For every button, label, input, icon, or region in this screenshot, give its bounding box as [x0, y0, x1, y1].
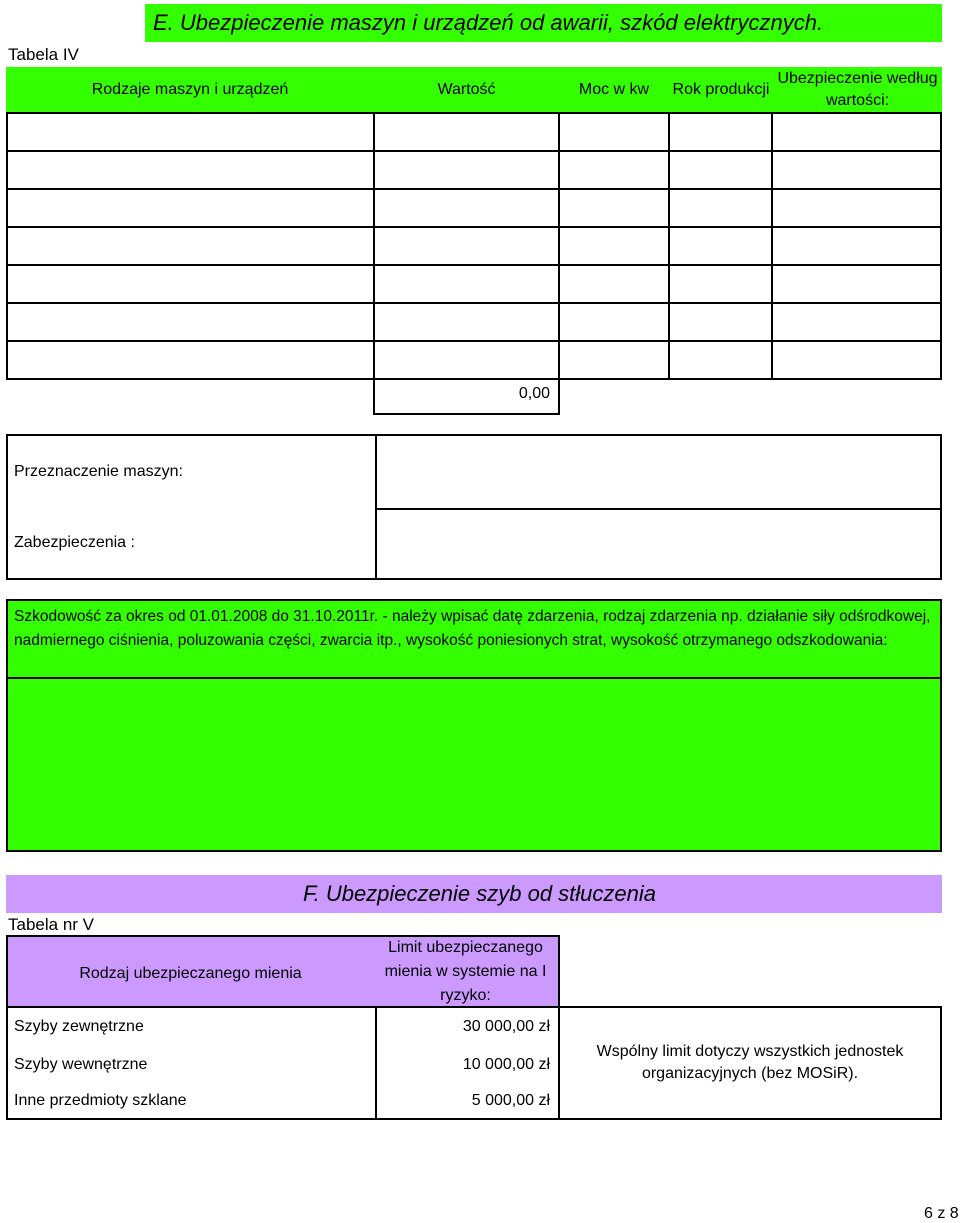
glass-row-limit: 10 000,00 zł — [375, 1046, 558, 1084]
table-cell[interactable] — [374, 303, 559, 341]
section-f-title-bar — [6, 875, 942, 913]
section-e-title: E. Ubezpieczenie maszyn i urządzeń od awarii, szkód elektrycznych. — [153, 10, 824, 35]
table-cell[interactable] — [7, 227, 374, 265]
header-year: Rok produkcji — [672, 80, 770, 98]
table-cell[interactable] — [559, 151, 669, 189]
table-row — [7, 227, 941, 265]
table-cell[interactable] — [7, 189, 374, 227]
table-cell[interactable] — [772, 113, 941, 151]
table-cell[interactable] — [559, 341, 669, 379]
table-cell[interactable] — [7, 341, 374, 379]
table-cell[interactable] — [669, 189, 773, 227]
table-cell[interactable] — [7, 303, 374, 341]
shared-limit-note: Wspólny limit dotyczy wszystkich jednostek organizacyjnych (bez MOSiR). — [558, 1006, 942, 1120]
table-cell[interactable] — [559, 303, 669, 341]
glass-row-name: Inne przedmioty szklane — [14, 1092, 187, 1109]
table-row — [7, 265, 941, 303]
table-row — [7, 113, 941, 151]
table-row — [7, 189, 941, 227]
table-cell[interactable] — [374, 151, 559, 189]
table-cell[interactable] — [559, 265, 669, 303]
table-row — [7, 303, 941, 341]
glass-row-name: Szyby zewnętrzne — [14, 1018, 144, 1035]
purpose-security-block — [6, 434, 942, 580]
section-e-title-bar — [145, 4, 942, 42]
table-cell[interactable] — [772, 189, 941, 227]
table-cell[interactable] — [7, 265, 374, 303]
page-number: 6 z 8 — [924, 1205, 959, 1222]
total-value: 0,00 — [373, 374, 560, 415]
machines-table — [6, 112, 942, 380]
table-cell[interactable] — [772, 303, 941, 341]
table-cell[interactable] — [7, 113, 374, 151]
header-machine-type: Rodzaje maszyn i urządzeń — [91, 80, 289, 98]
table-cell[interactable] — [374, 227, 559, 265]
header-glass-type: Rodzaj ubezpieczanego mienia — [6, 935, 375, 1008]
table-cell[interactable] — [669, 265, 773, 303]
purpose-input[interactable] — [375, 436, 940, 508]
table-cell[interactable] — [772, 265, 941, 303]
table-cell[interactable] — [374, 265, 559, 303]
table-cell[interactable] — [772, 341, 941, 379]
table-cell[interactable] — [7, 151, 374, 189]
table-iv-label: Tabela IV — [8, 45, 79, 64]
glass-table-body — [6, 1006, 560, 1120]
table-cell[interactable] — [772, 227, 941, 265]
table-cell[interactable] — [374, 189, 559, 227]
claims-input-area[interactable] — [6, 677, 942, 852]
table-cell[interactable] — [772, 151, 941, 189]
table-cell[interactable] — [374, 113, 559, 151]
table-cell[interactable] — [669, 227, 773, 265]
section-f-title: F. Ubezpieczenie szyb od stłuczenia — [303, 881, 657, 906]
table-cell[interactable] — [559, 113, 669, 151]
claims-description: Szkodowość za okres od 01.01.2008 do 31.10.2011r. - należy wpisać datę zdarzenia, rodzaj zdarzenia np. działanie siły odśrodkowej, nadmiernego ciśnienia, poluzowania części, zwarcia itp., wysokość poniesionych strat, wysokość otrzymanego odszkodowania: — [6, 599, 942, 679]
security-label: Zabezpieczenia : — [14, 534, 135, 551]
glass-row-limit: 5 000,00 zł — [375, 1084, 558, 1118]
table-cell[interactable] — [559, 227, 669, 265]
table-v-label: Tabela nr V — [8, 915, 94, 934]
table-cell[interactable] — [669, 113, 773, 151]
header-power: Moc w kw — [578, 80, 650, 98]
header-limit: Limit ubezpieczanego mienia w systemie na I ryzyko: — [373, 935, 560, 1008]
glass-row-name: Szyby wewnętrzne — [14, 1056, 148, 1073]
header-insurance: Ubezpieczenie według wartości: — [777, 69, 938, 109]
security-input[interactable] — [375, 508, 940, 578]
table-cell[interactable] — [669, 151, 773, 189]
table-cell[interactable] — [559, 189, 669, 227]
header-value: Wartość — [437, 80, 496, 98]
table-cell[interactable] — [669, 341, 773, 379]
glass-row-limit: 30 000,00 zł — [375, 1008, 558, 1046]
purpose-label: Przeznaczenie maszyn: — [14, 463, 183, 480]
table-iv-header — [6, 67, 942, 112]
table-cell[interactable] — [669, 303, 773, 341]
table-row — [7, 151, 941, 189]
